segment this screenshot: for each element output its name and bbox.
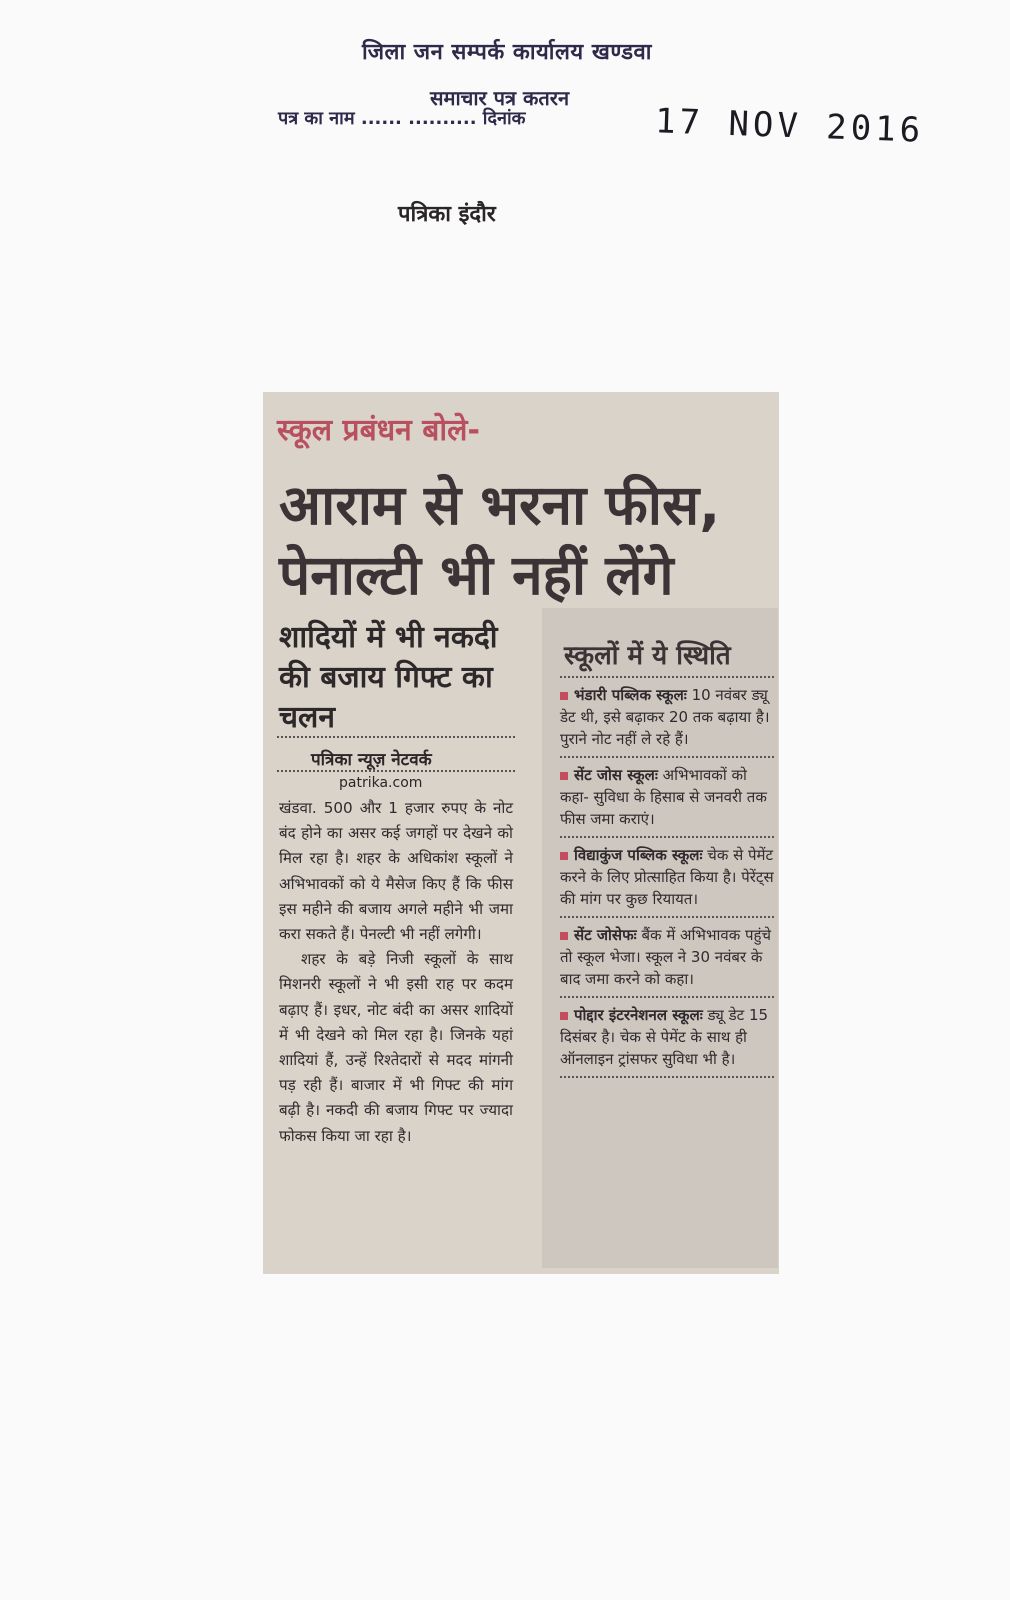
- stamp-office-line: जिला जन सम्पर्क कार्यालय खण्डवा: [362, 40, 652, 65]
- school-name: विद्याकुंज पब्लिक स्कूलः: [574, 846, 703, 864]
- article-paragraph: खंडवा. 500 और 1 हजार रुपए के नोट बंद होने का असर कई जगहों पर देखने को मिल रहा है। शहर के अधिकांश स्कूलों ने अभिभावकों को ये मैसेज किए हैं कि फीस इस महीने की बजाय अगले महीने भी जमा करा सकते हैं। पेनल्टी भी नहीं लगेगी।: [279, 799, 513, 944]
- list-item: [560, 676, 774, 758]
- sidebar-title: स्कूलों में ये स्थिति: [564, 641, 731, 671]
- headline-line-1: आराम से भरना फीस,: [279, 473, 721, 537]
- school-status: चेक से पेमेंट करने के लिए प्रोत्साहित किया है। पेरेंट्स की मांग पर कुछ रियायत।: [560, 846, 774, 908]
- sidebar-list: [560, 676, 774, 1078]
- list-item: [560, 838, 774, 918]
- sidebar-box: [542, 608, 778, 1268]
- article-website: patrika.com: [339, 775, 423, 791]
- list-item: [560, 758, 774, 838]
- school-status: 10 नवंबर ड्यू डेट थी, इसे बढ़ाकर 20 तक बढ़ाया है। पुराने नोट नहीं ले रहे हैं।: [560, 686, 770, 748]
- news-clipping: [263, 392, 779, 1274]
- divider: [277, 770, 515, 772]
- newspaper-name: पत्रिका इंदौर: [398, 202, 496, 227]
- school-status: अभिभावकों को कहा- सुविधा के हिसाब से जनवरी तक फीस जमा कराएं।: [560, 766, 767, 828]
- bullet-icon: [560, 932, 568, 940]
- stamp-paper-label: पत्र का नाम ...... .......... दिनांक: [278, 108, 526, 129]
- article-headline: [279, 470, 779, 610]
- list-item: [560, 918, 774, 998]
- article-paragraph: शहर के बड़े निजी स्कूलों के साथ मिशनरी स्कूलों ने भी इसी राह पर कदम बढ़ाए हैं। इधर, नोट बंदी का असर शादियों में भी देखने को मिल रहा है। जिनके यहां शादियां हैं, उन्हें रिश्तेदारों से मदद मांगनी पड़ रही हैं। बाजार में भी गिफ्ट की मांग बढ़ी है। नकदी की बजाय गिफ्ट पर ज्यादा फोकस किया जा रहा है।: [279, 950, 513, 1145]
- stamp-title-line: समाचार पत्र कतरन: [430, 86, 570, 110]
- article-body: [279, 796, 513, 1149]
- headline-line-2: पेनाल्टी भी नहीं लेंगे: [279, 543, 674, 607]
- article-byline: पत्रिका न्यूज़ नेटवर्क: [311, 750, 432, 770]
- article-subhead: शादियों में भी नकदी की बजाय गिफ्ट का चलन: [279, 620, 498, 735]
- stamp-date: 17 NOV 2016: [654, 101, 925, 151]
- bullet-icon: [560, 1012, 568, 1020]
- school-status: बैंक में अभिभावक पहुंचे तो स्कूल भेजा। स्कूल ने 30 नवंबर के बाद जमा करने को कहा।: [560, 926, 772, 988]
- school-name: पोद्दार इंटरनेशनल स्कूलः: [574, 1006, 703, 1024]
- school-name: भंडारी पब्लिक स्कूलः: [574, 686, 687, 704]
- divider: [277, 736, 515, 738]
- bullet-icon: [560, 772, 568, 780]
- list-item: [560, 998, 774, 1078]
- article-kicker: स्कूल प्रबंधन बोले-: [277, 413, 480, 448]
- school-name: सेंट जोस स्कूलः: [574, 766, 658, 784]
- bullet-icon: [560, 852, 568, 860]
- school-name: सेंट जोसेफः: [574, 926, 637, 944]
- bullet-icon: [560, 692, 568, 700]
- school-status: ड्यू डेट 15 दिसंबर है। चेक से पेमेंट के साथ ही ऑनलाइन ट्रांसफर सुविधा भी है।: [560, 1006, 769, 1068]
